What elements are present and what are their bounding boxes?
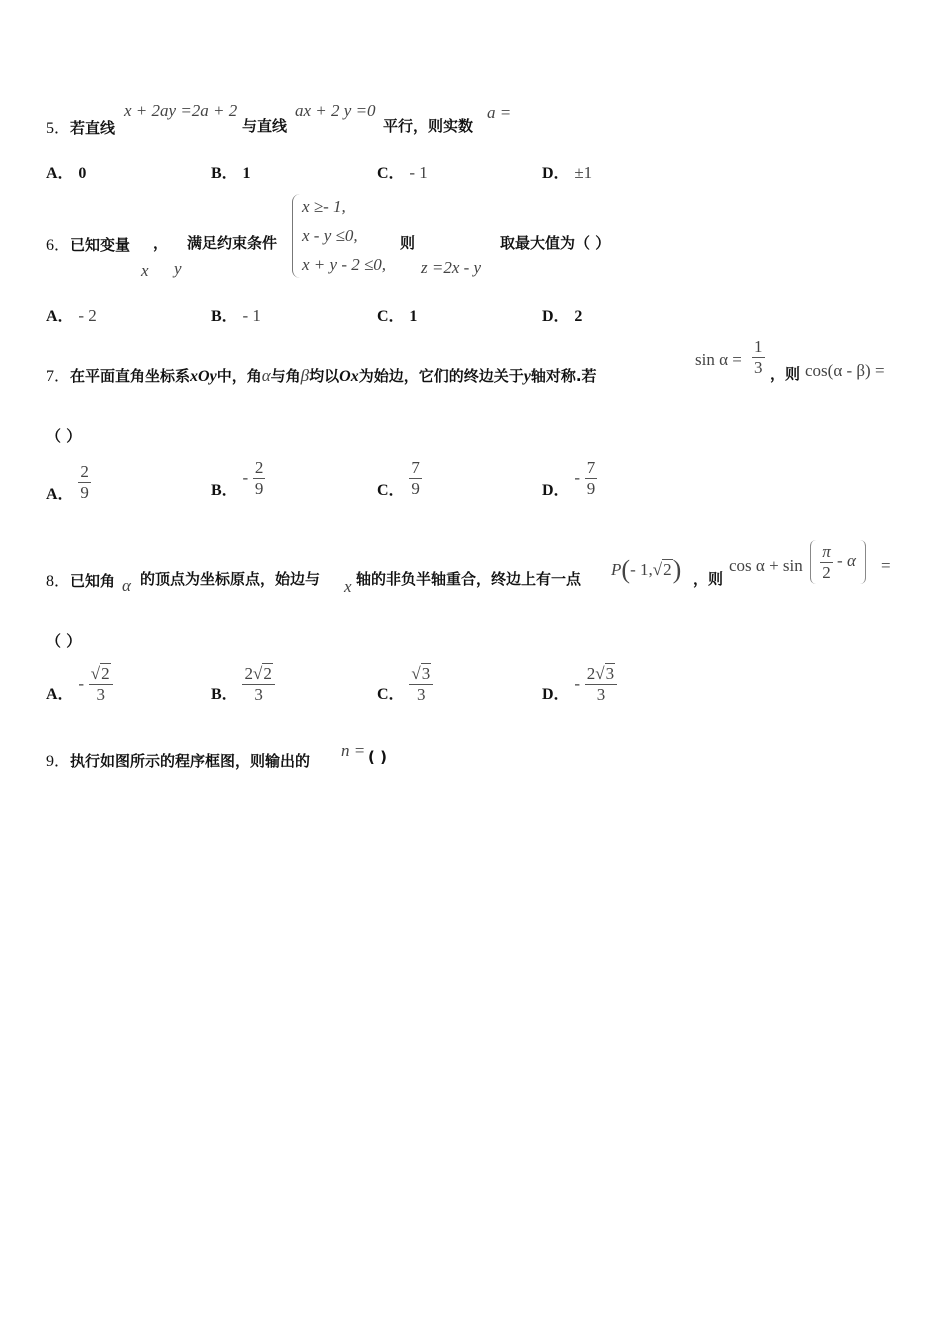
question-text: 满足约束条件: [187, 234, 278, 252]
answer-paren: （ ）: [46, 427, 82, 445]
math-expression: cos(α - β) =: [805, 361, 885, 380]
question-text: 的顶点为坐标原点，始边与: [140, 570, 321, 588]
fraction: $\frac{2}{9}$: [80, 462, 89, 502]
math-expression: sin α =: [695, 350, 742, 369]
fraction: $\frac{\pi}{2}$: [822, 541, 831, 582]
question-text: 与角: [270, 367, 301, 385]
question-number: 8．: [46, 573, 71, 590]
option-c[interactable]: C． 1: [377, 308, 418, 325]
question-text: 已知角: [70, 572, 116, 590]
question-5: [46, 115, 115, 138]
question-text: 与直线: [242, 117, 288, 135]
option-c[interactable]: C． - 1: [377, 163, 428, 182]
math-expression: a =: [487, 103, 512, 122]
question-8: [46, 568, 115, 591]
fraction: $\frac{7}{9}$: [586, 458, 596, 498]
option-c[interactable]: C． $\frac{7}{9}$: [377, 458, 420, 499]
question-text: 轴对称.若: [530, 367, 597, 385]
fraction: $\frac{2√2}{3}$: [242, 664, 274, 705]
question-text: 轴的非负半轴重合，终边上有一点: [356, 570, 582, 588]
math-expression: n =: [341, 741, 366, 760]
sin-argument: $\frac{\pi}{2}$ - α: [810, 540, 866, 584]
fraction: $\frac{7}{9}$: [411, 458, 420, 498]
question-9: [46, 748, 310, 771]
option-b[interactable]: B． - $\frac{2}{9}$: [211, 458, 264, 499]
option-a[interactable]: A． 0: [46, 165, 87, 182]
math-variable: α: [261, 366, 271, 385]
answer-paren: （ ）: [46, 632, 82, 650]
question-text: ，则: [770, 365, 801, 383]
math-variable: Ox: [339, 368, 359, 385]
fraction: $\frac{2}{9}$: [254, 458, 264, 498]
math-variable: x: [344, 577, 352, 596]
option-b[interactable]: B． 1: [211, 165, 251, 182]
question-number: 6．: [46, 237, 71, 254]
option-a[interactable]: A． - $\frac{√2}{3}$: [46, 664, 113, 705]
option-d[interactable]: D． - $\frac{2√3}{3}$: [542, 664, 617, 705]
math-variable: xOy: [190, 368, 217, 385]
constraint-1: x ≥- 1,: [302, 197, 346, 216]
option-a[interactable]: A． $\frac{2}{9}$: [46, 462, 89, 503]
question-text: 已知变量: [70, 236, 131, 254]
fraction: $\frac{2√3}{3}$: [585, 664, 617, 705]
fraction: $\frac{√2}{3}$: [89, 664, 113, 705]
fraction: $\frac{1}{3}$: [754, 337, 763, 377]
fraction: $\frac{√3}{3}$: [409, 664, 433, 705]
question-number: 7．: [46, 368, 71, 385]
math-expression: z =2x - y: [421, 258, 482, 277]
constraint-brace: [292, 194, 301, 278]
option-d[interactable]: D． ±1: [542, 163, 593, 182]
constraint-2: x - y ≤0,: [302, 226, 358, 245]
equals-sign: =: [881, 556, 891, 575]
option-b[interactable]: B． - 1: [211, 306, 261, 325]
math-variable: y: [523, 368, 531, 385]
math-expression: ax + 2 y =0: [295, 101, 376, 120]
question-text: 为始边，它们的终边关于: [358, 367, 524, 385]
point-p: P(- 1,√2): [611, 555, 682, 584]
option-d[interactable]: D． - $\frac{7}{9}$: [542, 458, 596, 499]
question-text: 执行如图所示的程序框图，则输出的: [70, 752, 311, 770]
question-7: [46, 363, 597, 386]
question-number: 5．: [46, 120, 71, 137]
option-c[interactable]: C． $\frac{√3}{3}$: [377, 664, 433, 705]
question-text: 均以: [309, 367, 340, 385]
question-text: 取最大值为（ ）: [500, 234, 611, 252]
math-variable: β: [300, 366, 310, 385]
question-number: 9．: [46, 753, 71, 770]
constraint-3: x + y - 2 ≤0,: [302, 255, 387, 274]
question-text: 若直线: [70, 119, 116, 137]
question-text: 则: [400, 234, 416, 252]
question-text: 中，角: [216, 367, 262, 385]
math-variable: y: [174, 259, 182, 278]
question-6: [46, 232, 130, 255]
question-text: 平行，则实数: [383, 117, 474, 135]
math-variable: α: [122, 576, 131, 595]
option-d[interactable]: D． 2: [542, 308, 583, 325]
option-b[interactable]: B． $\frac{2√2}{3}$: [211, 664, 275, 705]
question-text: ，则: [693, 570, 724, 588]
option-a[interactable]: A． - 2: [46, 306, 97, 325]
question-text: ( ): [368, 748, 387, 766]
question-text: ，: [153, 234, 169, 252]
math-variable: x: [141, 261, 149, 280]
math-expression: x + 2ay =2a + 2: [124, 101, 238, 120]
question-text: 在平面直角坐标系: [70, 367, 191, 385]
math-expression: cos α + sin: [729, 556, 803, 575]
